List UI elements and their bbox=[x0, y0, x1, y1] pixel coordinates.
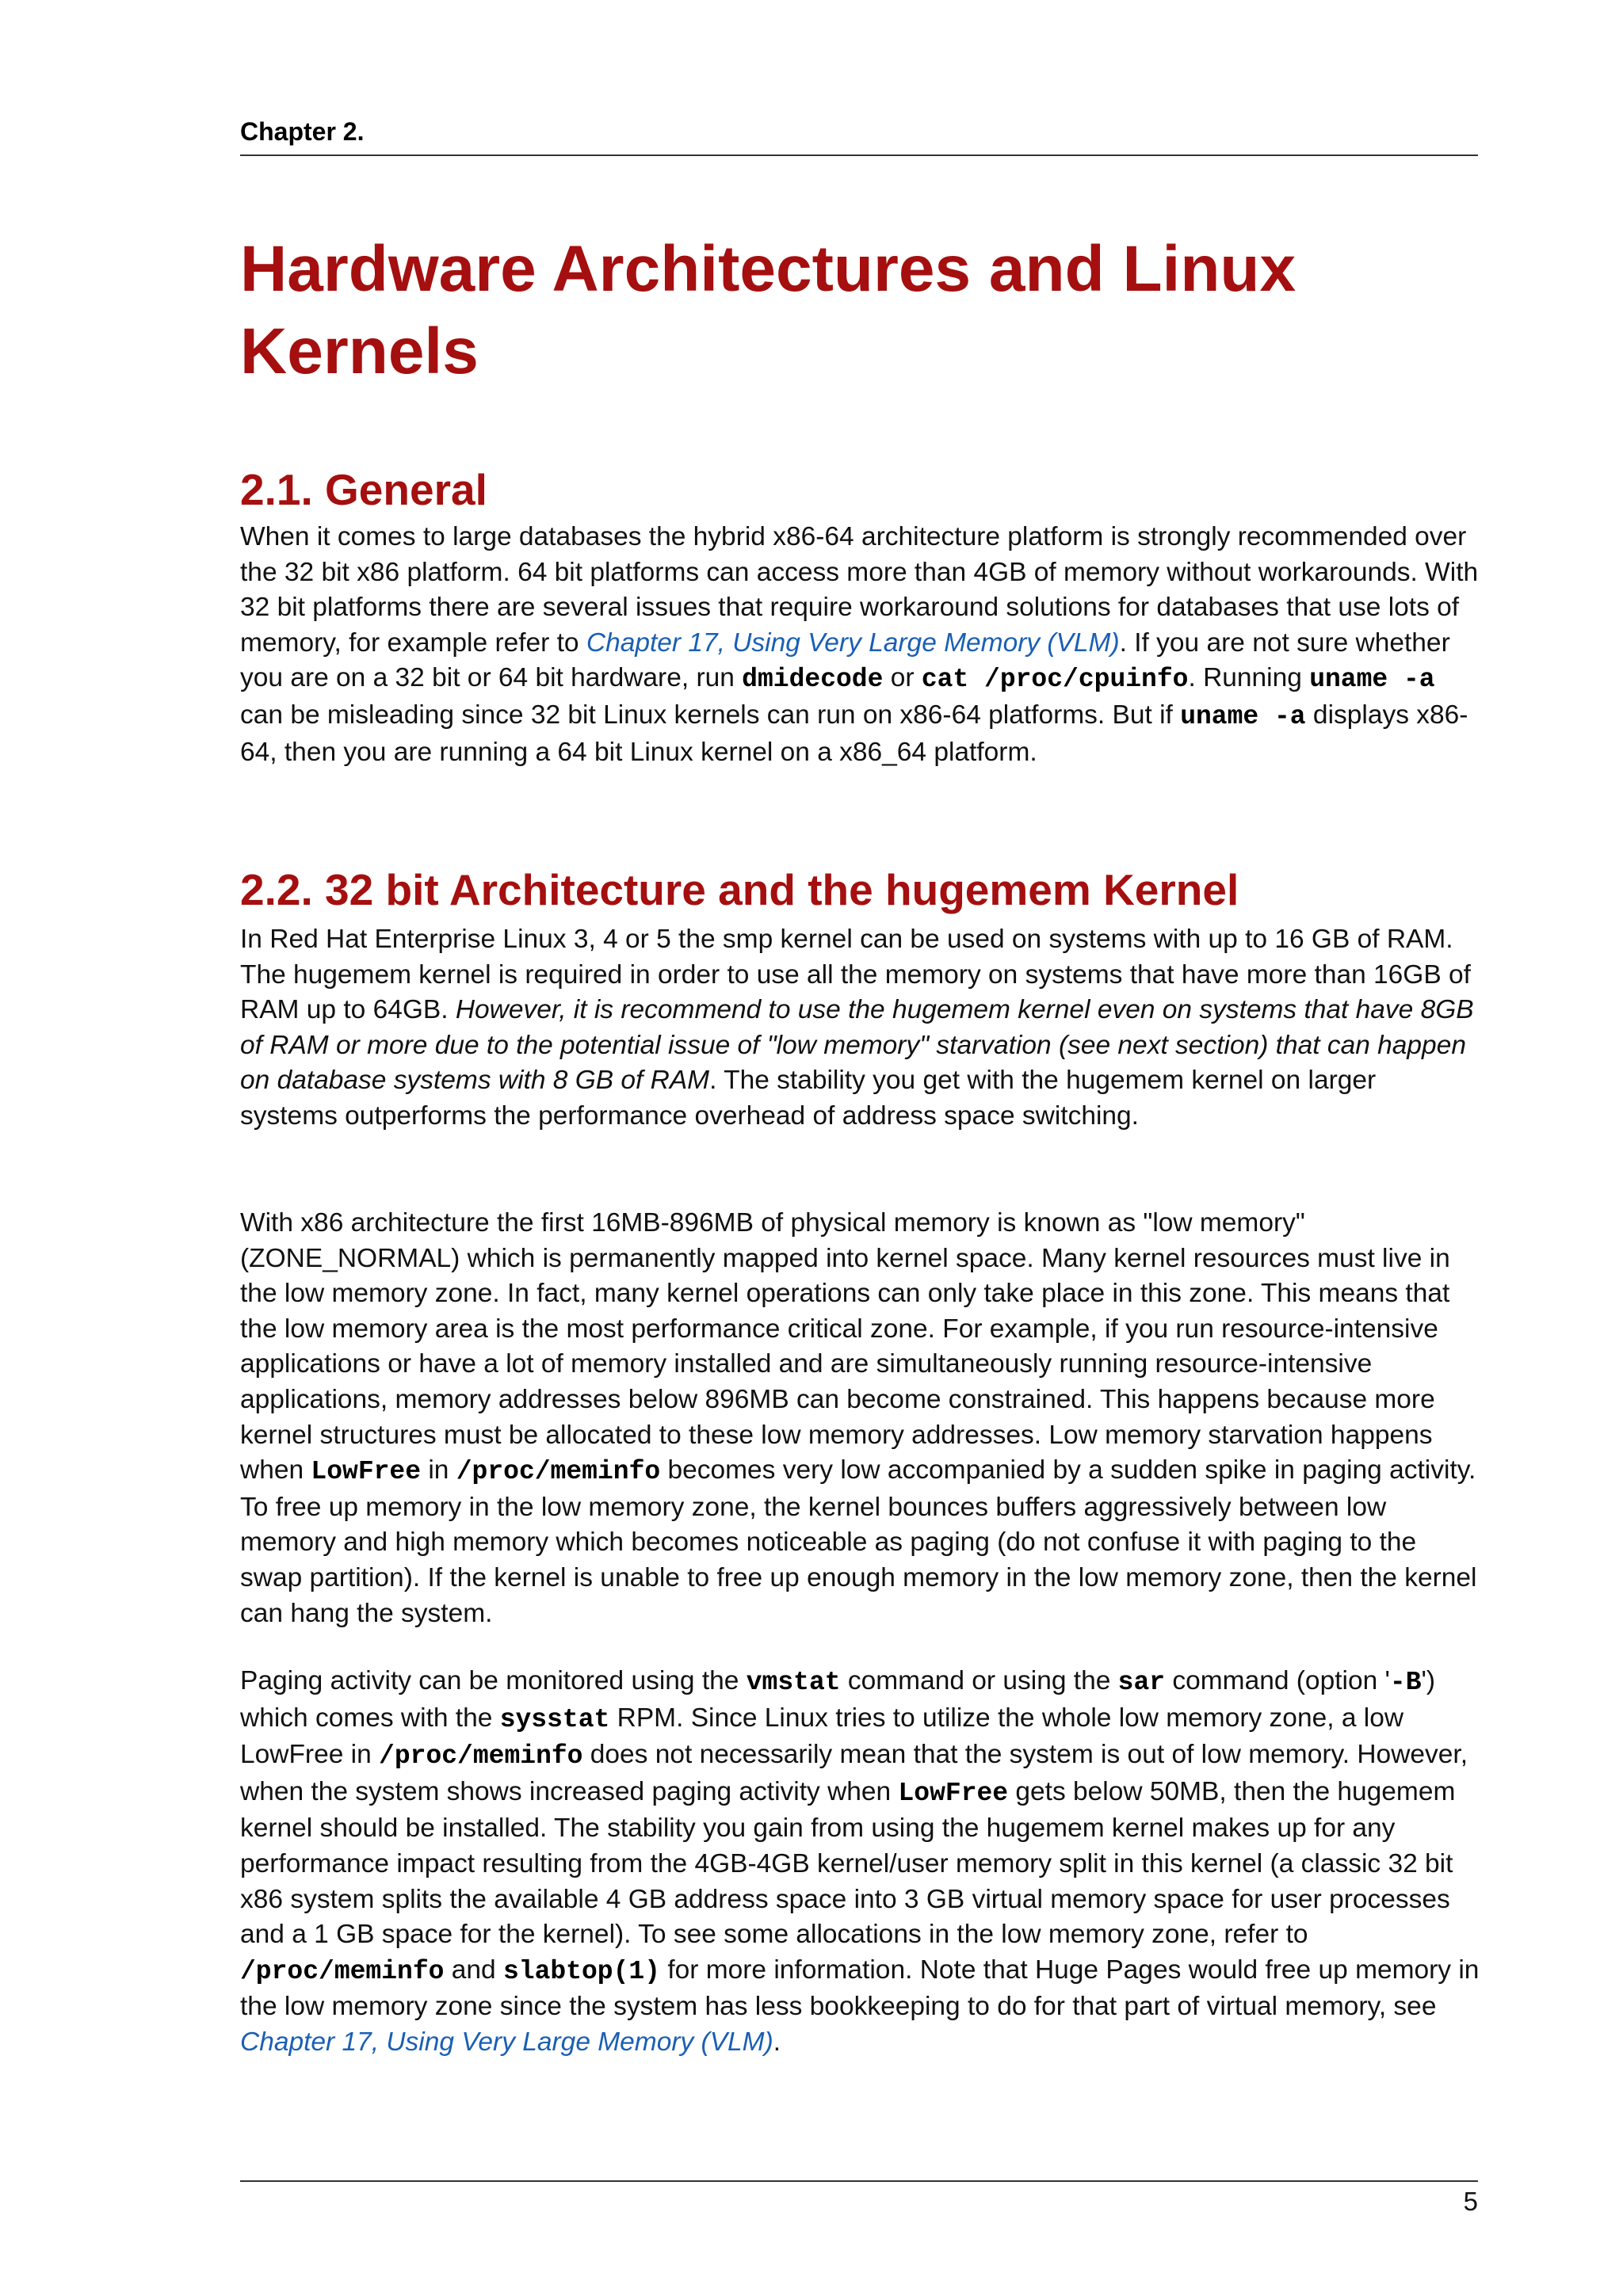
code-dmidecode: dmidecode bbox=[742, 665, 884, 695]
code-uname: uname -a bbox=[1180, 701, 1306, 731]
code-option-b: -B bbox=[1389, 1668, 1422, 1697]
text-run: . Running bbox=[1188, 663, 1310, 693]
text-run: does not necessarily mean that the system is out of low memory. However, when the system shows increased paging activity when bbox=[240, 1740, 1468, 1806]
text-run: . bbox=[773, 2027, 781, 2057]
text-run: in bbox=[421, 1455, 456, 1486]
code-vmstat: vmstat bbox=[746, 1668, 841, 1697]
text-run: RPM. Since Linux tries to utilize the whole low memory zone, a low LowFree in bbox=[240, 1703, 1404, 1770]
emphasis-text: However, it is recommend to use the hugemem kernel even on systems that have 8GB of RAM or more due to the potential issue of "low memory" starvation (see next section) that can happen on database systems with 8 GB of RAM bbox=[240, 995, 1474, 1096]
link-chapter-17[interactable]: Chapter 17, Using Very Large Memory (VLM) bbox=[586, 627, 1120, 658]
code-proc-meminfo: /proc/meminfo bbox=[456, 1457, 661, 1487]
code-sysstat: sysstat bbox=[499, 1704, 610, 1734]
text-run: In Red Hat Enterprise Linux 3, 4 or 5 the smp kernel can be used on systems with up to 16 GB of RAM. The hugemem kernel is required in order to use all the memory on systems that have more than 16GB of RAM up to 64GB. bbox=[240, 925, 1471, 1025]
code-proc-meminfo: /proc/meminfo bbox=[240, 1956, 445, 1986]
text-run: With x86 architecture the first 16MB-896MB of physical memory is known as "low memory" (ZONE_NORMAL) which is permanently mapped into kernel space. Many kernel resources must live in the low memory zone. In fact, many kernel operations can only take place in this zone. This means that the low memory area is the most performance critical zone. For example, if you run resource-intensive applications or have a lot of memory installed and are simultaneously running resource-intensive applications, memory addresses below 896MB can become constrained. This happens because more kernel structures must be allocated to these low memory addresses. Low memory starvation happens when bbox=[240, 1208, 1450, 1486]
code-lowfree: LowFree bbox=[311, 1457, 422, 1487]
text-run: . If you are not sure whether you are on a 32 bit or 64 bit hardware, run bbox=[240, 627, 1450, 693]
text-run: and bbox=[444, 1955, 503, 1985]
code-slabtop: slabtop(1) bbox=[502, 1956, 661, 1986]
header-rule bbox=[240, 154, 1478, 156]
text-run: becomes very low accompanied by a sudden spike in paging activity. To free up memory in the low memory zone, the kernel bounces buffers aggressively between low memory and high memory which becomes noticeable as paging (do not confuse it with paging to the swap partition). If the kernel is unable to free up enough memory in the low memory zone, then the kernel can hang the system. bbox=[240, 1455, 1477, 1628]
code-uname: uname -a bbox=[1309, 665, 1435, 695]
text-run: command (option ' bbox=[1165, 1666, 1390, 1695]
paragraph-paging-activity bbox=[240, 1664, 1480, 2061]
page-number: 5 bbox=[1463, 2187, 1478, 2216]
text-run: displays x86-64, then you are running a 64 bit Linux kernel on a x86_64 platform. bbox=[240, 700, 1468, 767]
code-lowfree: LowFree bbox=[898, 1778, 1009, 1808]
footer-rule bbox=[240, 2180, 1478, 2182]
code-sar: sar bbox=[1117, 1668, 1166, 1697]
section-heading-general: 2.1. General bbox=[240, 465, 487, 514]
paragraph-hugemem-intro bbox=[240, 922, 1480, 1135]
text-run: can be misleading since 32 bit Linux kernels can run on x86-64 platforms. But if bbox=[240, 700, 1181, 730]
text-run: command or using the bbox=[840, 1666, 1118, 1695]
code-proc-meminfo: /proc/meminfo bbox=[379, 1741, 583, 1772]
text-run: When it comes to large databases the hybrid x86-64 architecture platform is strongly recommended over the 32 bit x86 platform. 64 bit platforms can access more than 4GB of memory without workarounds. With 32 bit platforms there are several issues that require workaround solutions for databases that use lots of memory, for example refer to bbox=[240, 522, 1479, 658]
text-run: for more information. Note that Huge Pages would free up memory in the low memory zone since the system has less bookkeeping to do for that part of virtual memory, see bbox=[240, 1955, 1480, 2022]
text-run: Paging activity can be monitored using the bbox=[240, 1666, 747, 1695]
text-run: . The stability you get with the hugemem kernel on larger systems outperforms the performance overhead of address space switching. bbox=[240, 1066, 1377, 1131]
code-cat-cpuinfo: cat /proc/cpuinfo bbox=[921, 665, 1189, 695]
paragraph-general bbox=[240, 520, 1480, 770]
paragraph-low-memory bbox=[240, 1206, 1480, 1631]
section-heading-hugemem: 2.2. 32 bit Architecture and the hugemem Kernel bbox=[240, 865, 1239, 914]
chapter-title: Hardware Architectures and Linux Kernels bbox=[240, 233, 1296, 387]
text-run: ') which comes with the bbox=[240, 1666, 1436, 1733]
link-chapter-17[interactable]: Chapter 17, Using Very Large Memory (VLM) bbox=[240, 2027, 773, 2057]
text-run: or bbox=[883, 663, 922, 693]
text-run: gets below 50MB, then the hugemem kernel should be installed. The stability you gain from using the hugemem kernel makes up for any performance impact resulting from the 4GB-4GB kernel/user memory split in this kernel (a classic 32 bit x86 system splits the available 4 GB address space into 3 GB virtual memory space for user processes and a 1 GB space for the kernel). To see some allocations in the low memory zone, refer to bbox=[240, 1776, 1456, 1950]
running-header: Chapter 2. bbox=[240, 117, 365, 146]
